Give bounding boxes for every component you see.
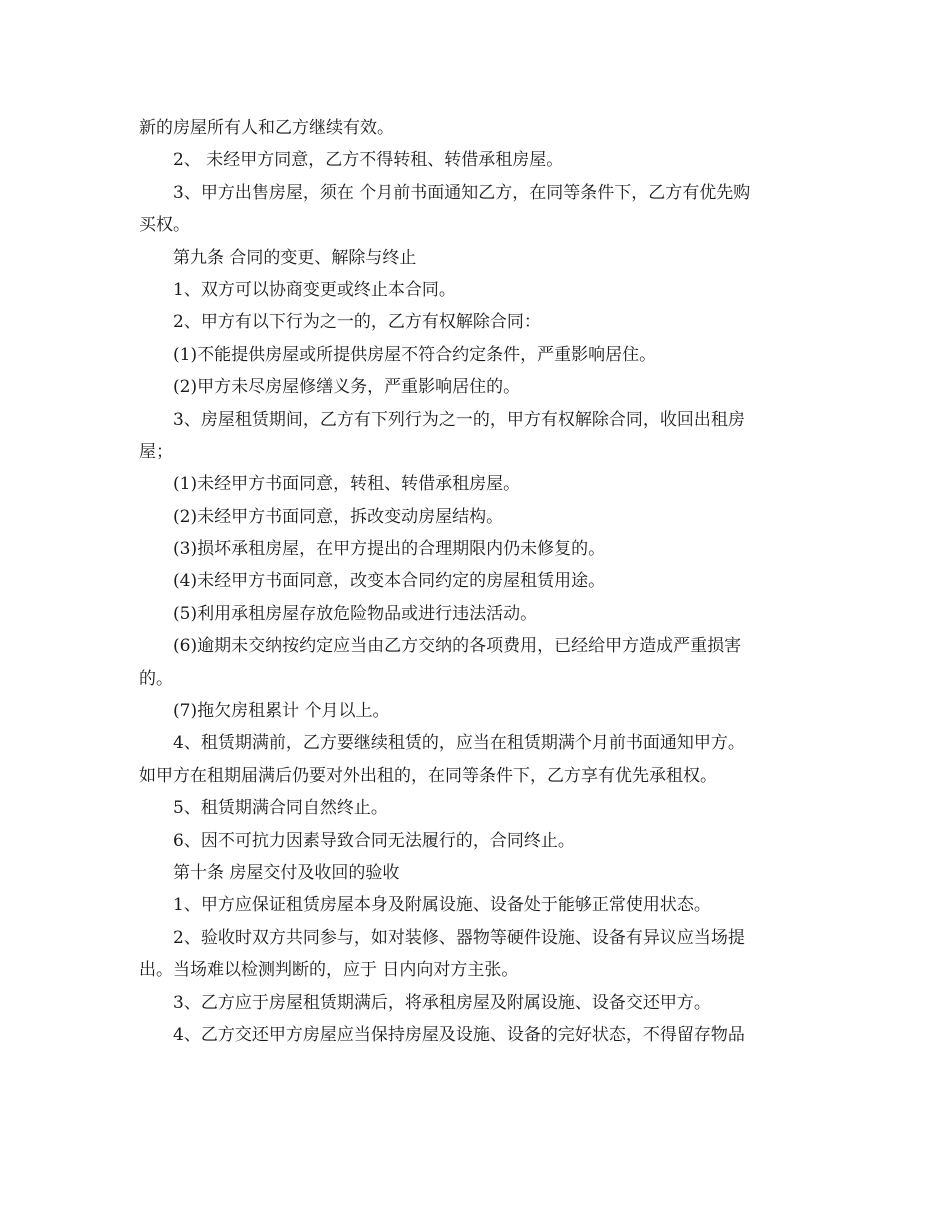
paragraph-line: 3、乙方应于房屋租赁期满后，将承租房屋及附属设施、设备交还甲方。: [173, 992, 711, 1013]
paragraph-line: (2)甲方未尽房屋修缮义务，严重影响居住的。: [173, 377, 521, 398]
paragraph-line: 如甲方在租期届满后仍要对外出租的，在同等条件下，乙方享有优先承租权。: [139, 765, 717, 786]
paragraph-line: 屋；: [139, 441, 173, 462]
section-heading: 第九条 合同的变更、解除与终止: [173, 247, 417, 268]
section-heading: 第十条 房屋交付及收回的验收: [173, 862, 400, 883]
paragraph-line: (2)未经甲方书面同意，拆改变动房屋结构。: [173, 506, 504, 527]
paragraph-line: 买权。: [139, 215, 190, 236]
document-body: [139, 112, 815, 1051]
paragraph-line: 2、 未经甲方同意，乙方不得转租、转借承租房屋。: [173, 150, 564, 171]
paragraph-line: 新的房屋所有人和乙方继续有效。: [139, 118, 394, 138]
paragraph-line: 3、房屋租赁期间，乙方有下列行为之一的，甲方有权解除合同，收回出租房: [173, 409, 745, 430]
paragraph-line: 1、甲方应保证租赁房屋本身及附属设施、设备处于能够正常使用状态。: [173, 895, 711, 916]
paragraph-line: 1、双方可以协商变更或终止本合同。: [173, 279, 456, 300]
paragraph-line: (6)逾期未交纳按约定应当由乙方交纳的各项费用，已经给甲方造成严重损害: [173, 636, 742, 657]
paragraph-line: 4、租赁期满前，乙方要继续租赁的，应当在租赁期满个月前书面通知甲方。: [173, 733, 745, 754]
paragraph-line: (3)损坏承租房屋，在甲方提出的合理期限内仍未修复的。: [173, 539, 606, 560]
paragraph-line: 2、甲方有以下行为之一的，乙方有权解除合同：: [173, 312, 541, 333]
paragraph-line: 4、乙方交还甲方房屋应当保持房屋及设施、设备的完好状态，不得留存物品: [173, 1024, 745, 1045]
paragraph-line: (1)不能提供房屋或所提供房屋不符合约定条件，严重影响居住。: [173, 344, 657, 365]
paragraph-line: 5、租赁期满合同自然终止。: [173, 798, 388, 819]
paragraph-line: (4)未经甲方书面同意，改变本合同约定的房屋租赁用途。: [173, 571, 606, 592]
paragraph-line: (1)未经甲方书面同意，转租、转借承租房屋。: [173, 474, 521, 495]
paragraph-line: 出。当场难以检测判断的，应于 日内向对方主张。: [139, 960, 519, 981]
paragraph-line: 的。: [139, 668, 173, 689]
paragraph-line: (7)拖欠房租累计 个月以上。: [173, 701, 390, 722]
paragraph-line: 6、因不可抗力因素导致合同无法履行的，合同终止。: [173, 830, 575, 851]
paragraph-line: 2、验收时双方共同参与，如对装修、器物等硬件设施、设备有异议应当场提: [173, 927, 745, 948]
paragraph-line: 3、甲方出售房屋，须在 个月前书面通知乙方，在同等条件下，乙方有优先购: [173, 182, 751, 203]
paragraph-line: (5)利用承租房屋存放危险物品或进行违法活动。: [173, 603, 538, 624]
